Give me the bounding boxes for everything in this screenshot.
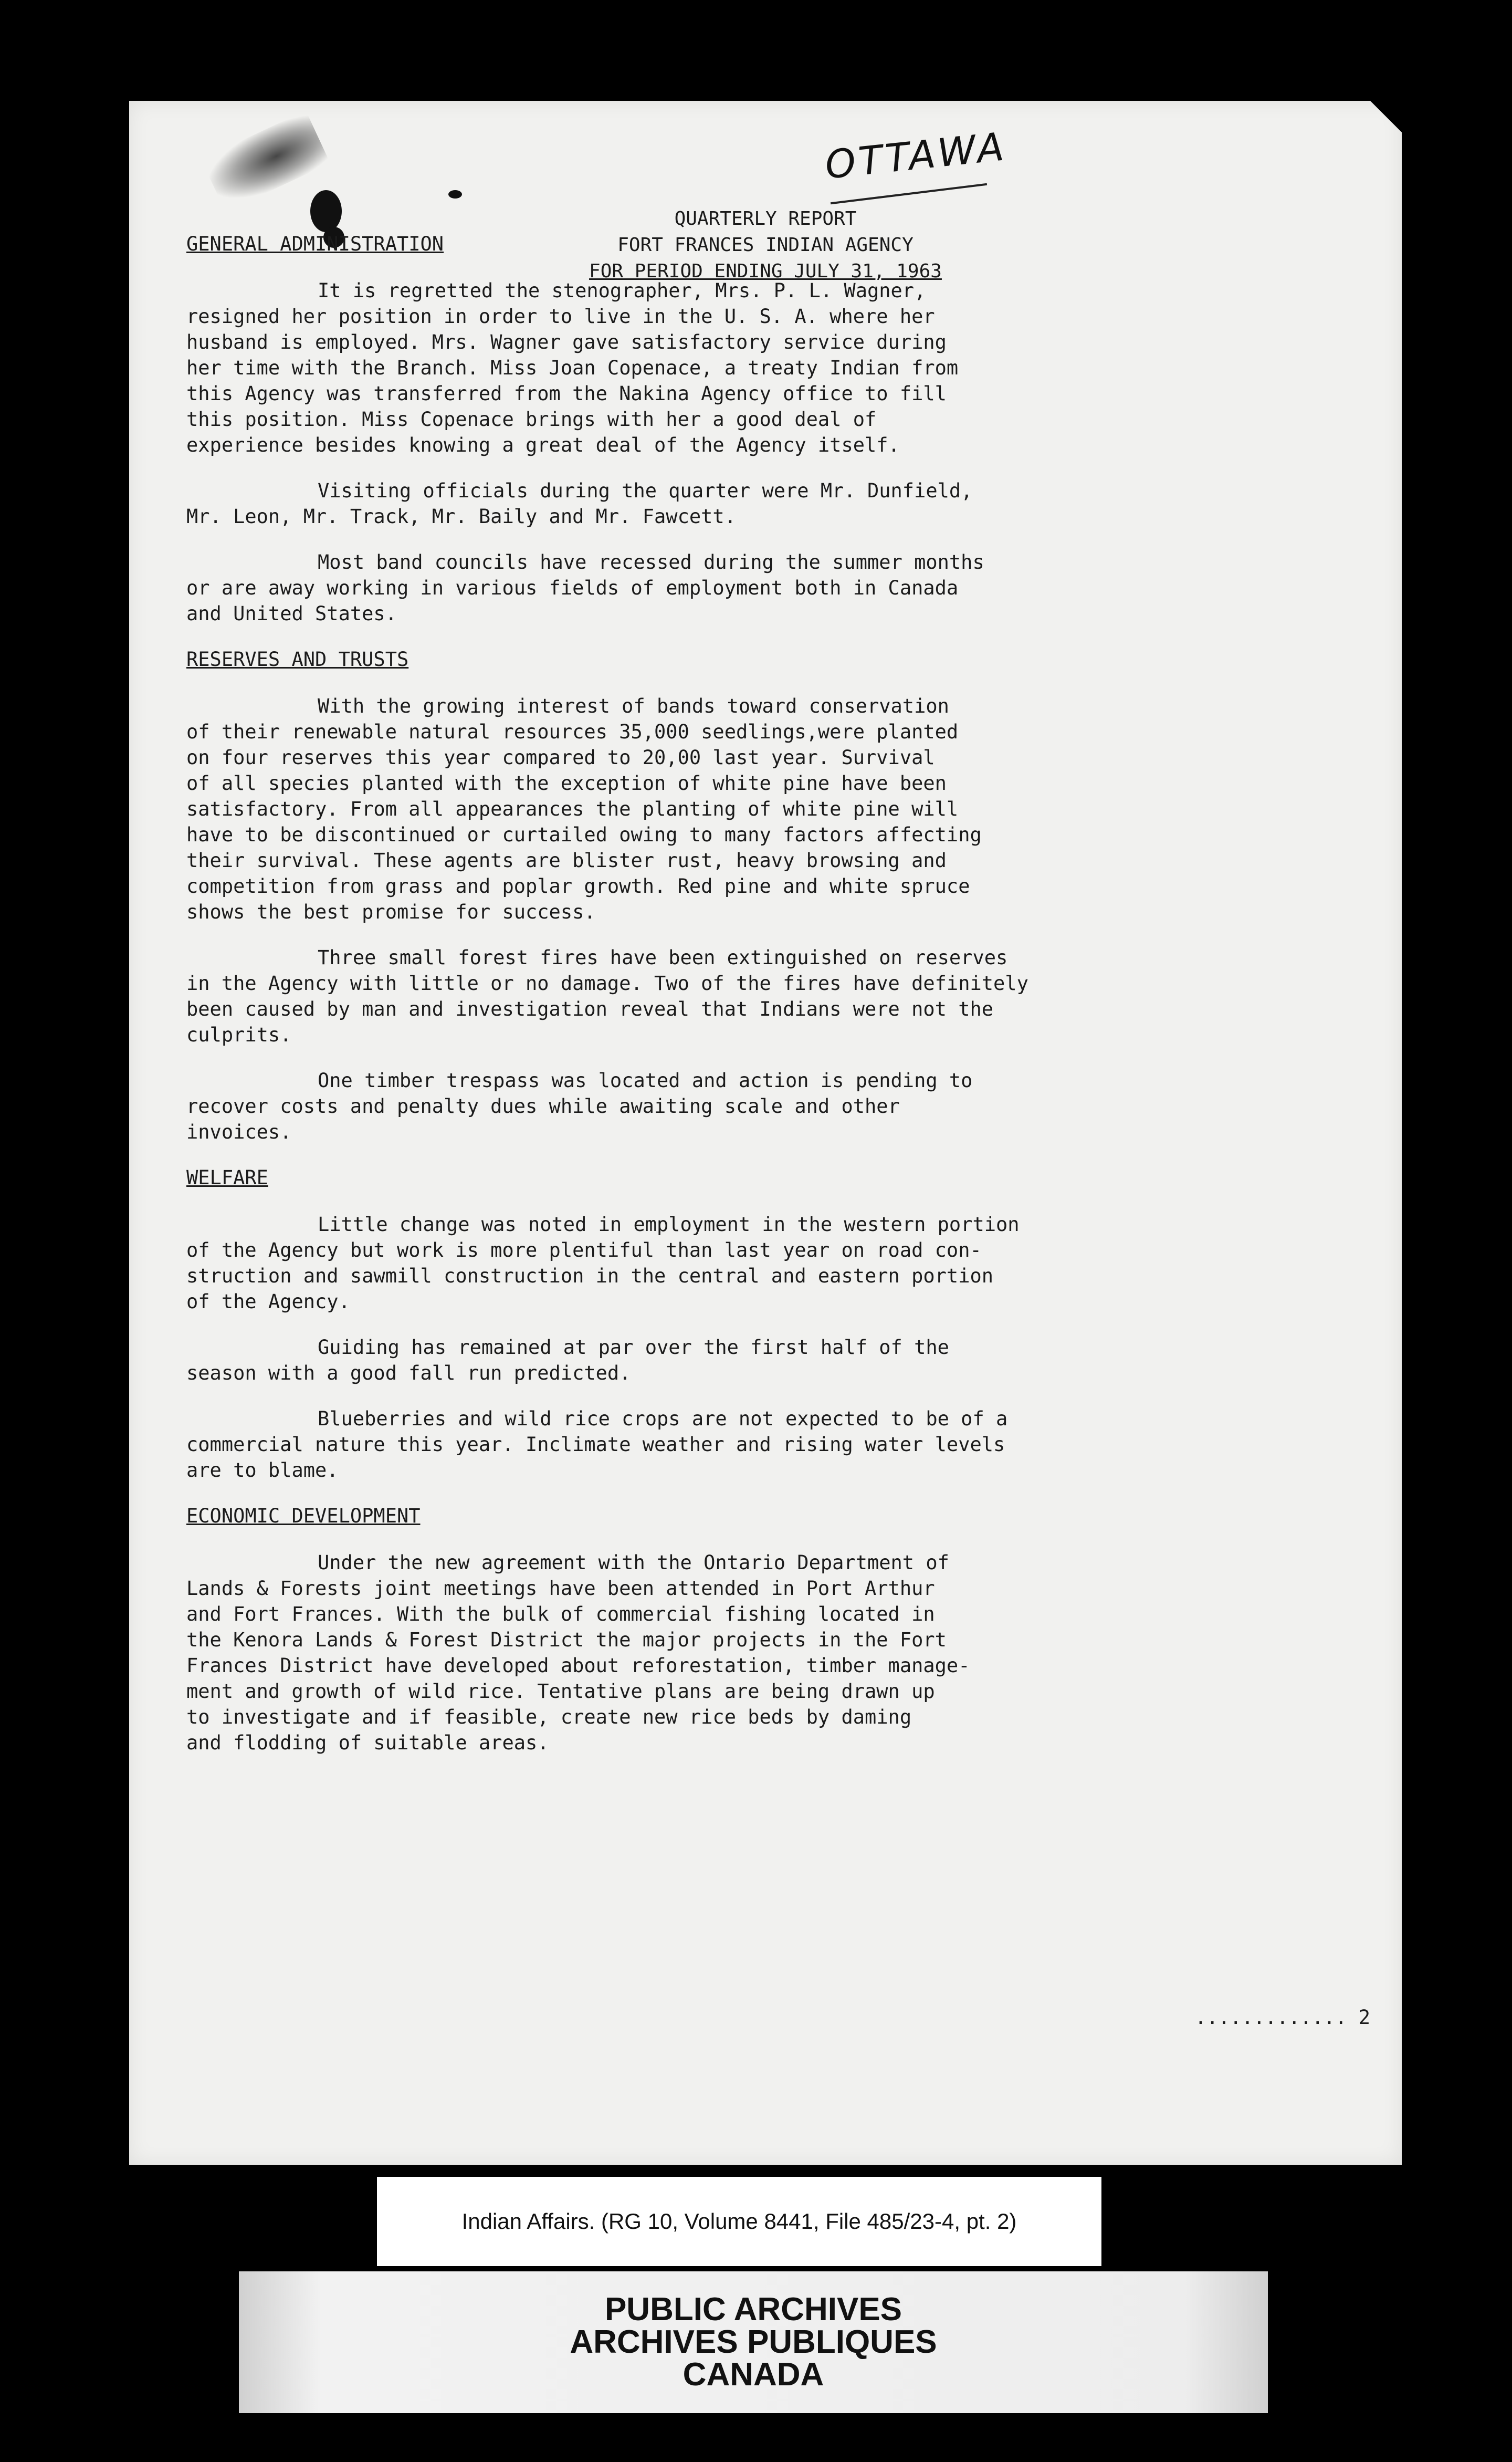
handwritten-annotation: OTTAWA [823, 124, 1009, 188]
archive-stamp [239, 2271, 1268, 2413]
report-body [186, 231, 1247, 1776]
stamp-line-french: ARCHIVES PUBLIQUES [570, 2324, 937, 2360]
citation-text: Indian Affairs. (RG 10, Volume 8441, File 485/23-4, pt. 2) [461, 2209, 1017, 2234]
ink-smear [201, 111, 330, 212]
page-continuation: ............. 2 [1194, 2006, 1370, 2029]
agency-name: FORT FRANCES INDIAN AGENCY [617, 234, 914, 256]
stamp-line-country: CANADA [682, 2356, 824, 2393]
section-welfare [186, 1165, 1247, 1483]
paragraph: Visiting officials during the quarter were Mr. Dunfield, Mr. Leon, Mr. Track, Mr. Baily and Mr. Fawcett. [186, 479, 973, 528]
section-heading: RESERVES AND TRUSTS [186, 648, 409, 671]
paragraph: Blueberries and wild rice crops are not expected to be of a commercial nature this year. Inclimate weather and rising water levels are to blame. [186, 1407, 1008, 1482]
stamp-line-english: PUBLIC ARCHIVES [604, 2291, 902, 2328]
paragraph: Most band councils have recessed during the summer months or are away working in various fields of employment both in Canada and United States. [186, 551, 984, 625]
citation-label [377, 2177, 1101, 2266]
annotation-underline [831, 183, 987, 205]
paragraph: With the growing interest of bands toward conservation of their renewable natural resources 35,000 seedlings,were planted on four reserves this year compared to 20,00 last year. Survival of all species planted with the exception of white pine have been satisfactory. From all appearances the planting of white pine will have to be discontinued or curtailed owing to many factors affecting their survival. These agents are blister rust, heavy browsing and competition from grass and poplar growth. Red pine and white spruce shows the best promise for success. [186, 695, 982, 923]
section-heading: ECONOMIC DEVELOPMENT [186, 1505, 421, 1527]
report-title: QUARTERLY REPORT [674, 208, 857, 229]
paragraph: Three small forest fires have been extinguished on reserves in the Agency with little or no damage. Two of the fires have definitely been caused by man and investigation reveal that Indians were not the culprits. [186, 946, 1028, 1046]
paragraph: One timber trespass was located and action is pending to recover costs and penalty dues while awaiting scale and other invoices. [186, 1069, 973, 1143]
section-heading: GENERAL ADMINISTRATION [186, 233, 444, 255]
page-corner-fold [1370, 101, 1402, 132]
paragraph: Little change was noted in employment in the western portion of the Agency but work is more plentiful than last year on road con- struction and sawmill construction in the central and eastern portion of the Agency. [186, 1213, 1020, 1313]
paragraph: Under the new agreement with the Ontario Department of Lands & Forests joint meetings have been attended in Port Arthur and Fort Frances. With the bulk of commercial fishing located in the Kenora Lands & Forest District the major projects in the Fort Frances District have developed about reforestation, timber manage- ment and growth of wild rice. Tentative plans are being drawn up to investigate and if feasible, create new rice beds by daming and flodding of suitable areas. [186, 1551, 970, 1754]
paragraph: Guiding has remained at par over the first half of the season with a good fall run predicted. [186, 1336, 949, 1384]
section-general-administration [186, 231, 1247, 627]
paragraph: It is regretted the stenographer, Mrs. P. L. Wagner, resigned her position in order to live in the U. S. A. where her husband is employed. Mrs. Wagner gave satisfactory service during her time with the Branch. Miss Joan Copenace, a treaty Indian from this Agency was transferred from the Nakina Agency office to fill this position. Miss Copenace brings with her a good deal of experience besides knowing a great deal of the Agency itself. [186, 279, 959, 456]
report-period: FOR PERIOD ENDING JULY 31, 1963 [589, 260, 942, 282]
section-heading: WELFARE [186, 1166, 268, 1189]
section-economic-development [186, 1503, 1247, 1756]
ink-speck [448, 190, 462, 199]
section-reserves-and-trusts [186, 646, 1247, 1145]
